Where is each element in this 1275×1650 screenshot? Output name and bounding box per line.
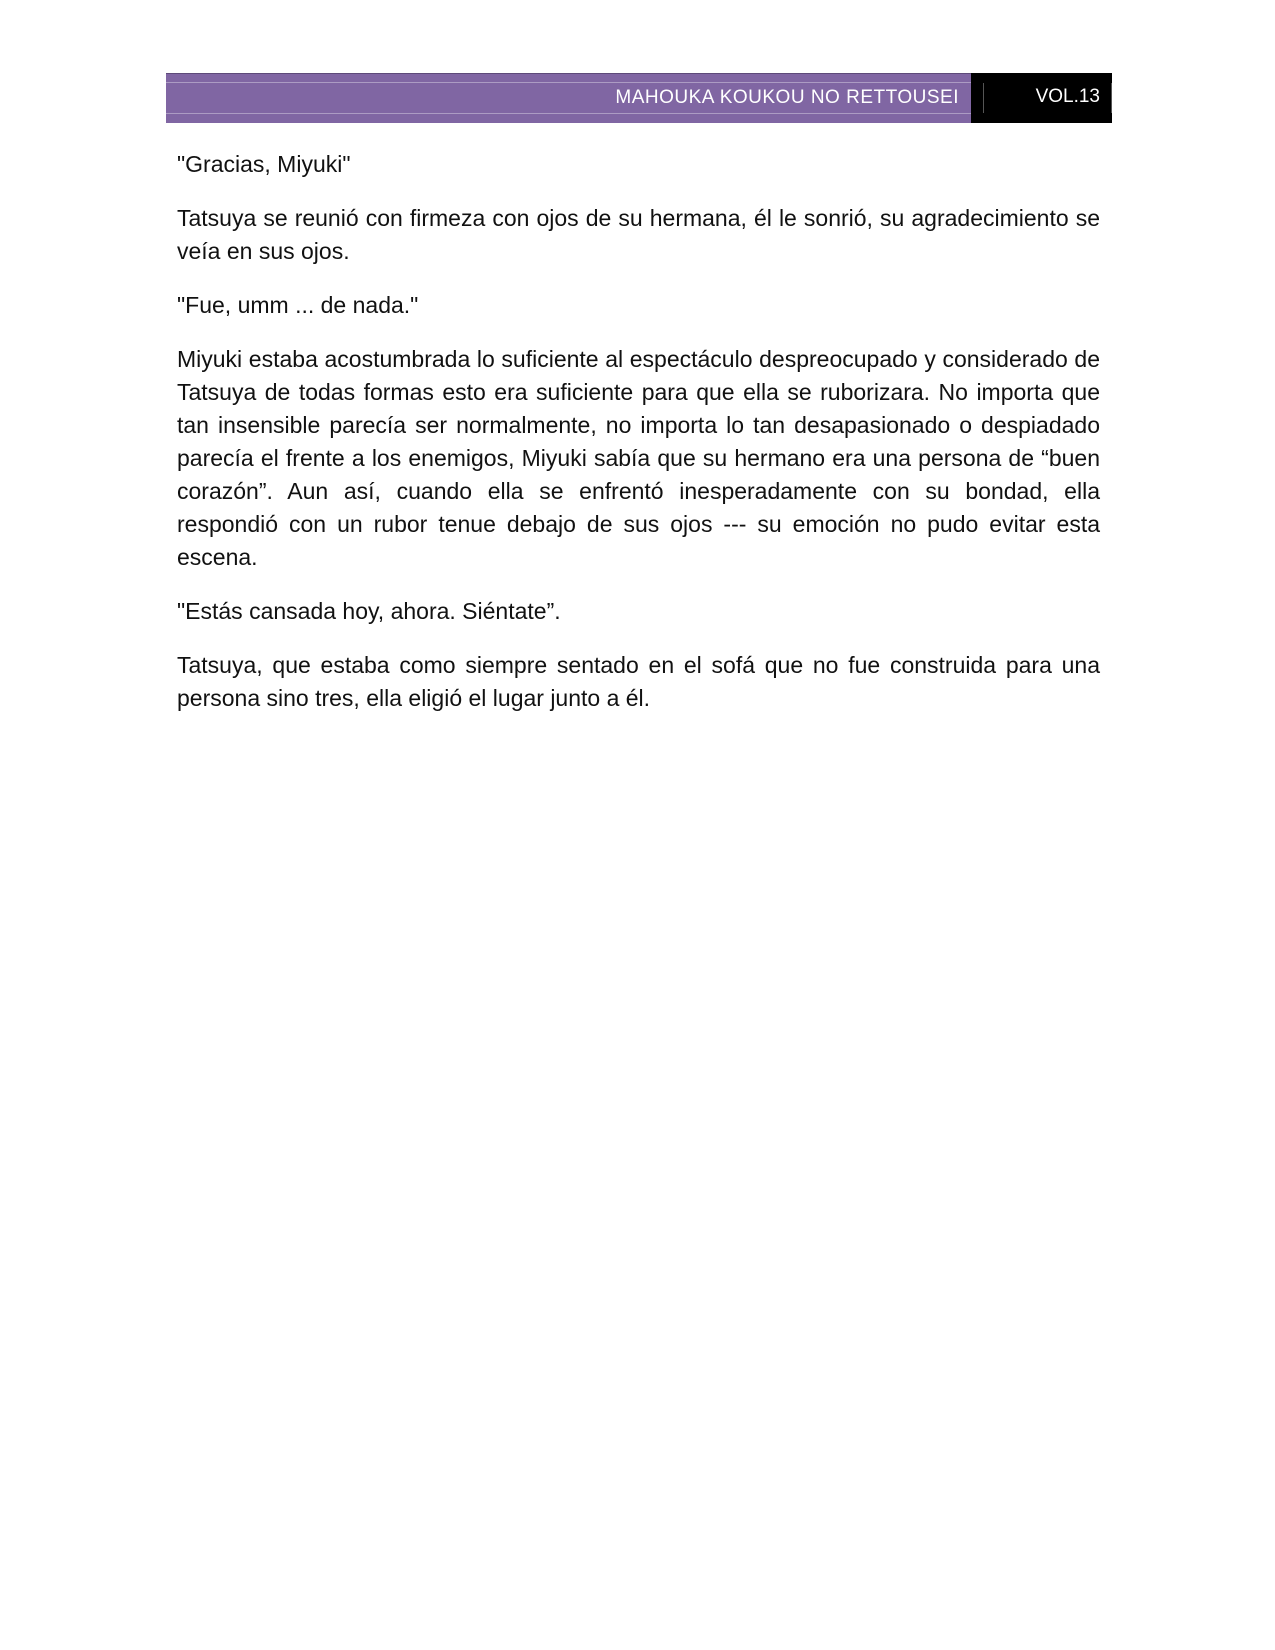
header-volume-box xyxy=(971,73,1112,123)
paragraph: "Estás cansada hoy, ahora. Siéntate”. xyxy=(177,598,561,624)
paragraph: "Gracias, Miyuki" xyxy=(177,151,351,177)
page-header xyxy=(166,73,1112,123)
paragraph: Tatsuya, que estaba como siempre sentado en el sofá que no fue construida para una persona sino tres, ella eligió el lugar junto a él. xyxy=(177,652,1100,711)
header-title-box xyxy=(166,73,971,123)
paragraph: Miyuki estaba acostumbrada lo suficiente al espectáculo despreocupado y considerado de Tatsuya de todas formas esto era suficiente para que ella se ruborizara. No importa que tan insensible parecía ser normalmente, no importa lo tan desapasionado o despiadado parecía el frente a los enemigos, Miyuki sabía que su hermano era una persona de “buen corazón”. Aun así, cuando ella se enfrentó inesperadamente con su bondad, ella respondió con un rubor tenue debajo de sus ojos --- su emoción no pudo evitar esta escena. xyxy=(177,346,1100,570)
page-body xyxy=(177,148,1100,736)
series-title: MAHOUKA KOUKOU NO RETTOUSEI xyxy=(615,87,959,108)
volume-label: VOL.13 xyxy=(1035,86,1100,107)
paragraph: Tatsuya se reunió con firmeza con ojos de su hermana, él le sonrió, su agradecimiento se veía en sus ojos. xyxy=(177,205,1100,264)
paragraph: "Fue, umm ... de nada." xyxy=(177,292,419,318)
